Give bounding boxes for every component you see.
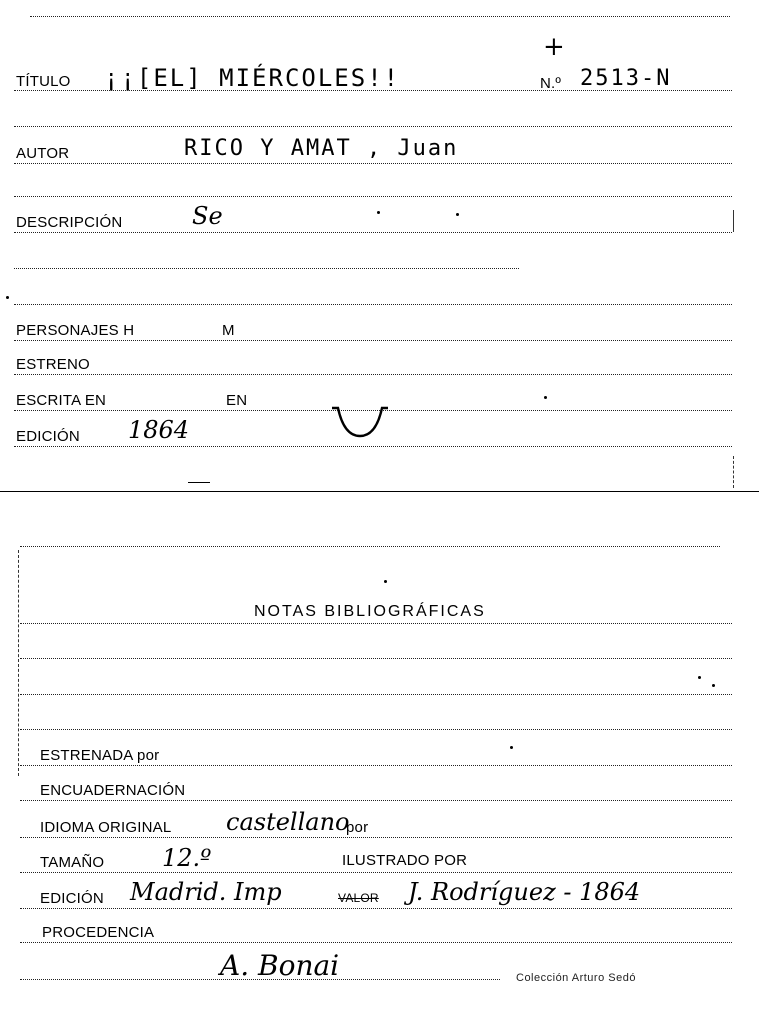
right-edge-dashes [733, 456, 734, 488]
estreno-label: ESTRENO [16, 356, 90, 373]
bottom-card [0, 540, 759, 1028]
blank-line-3 [14, 268, 519, 269]
idioma-label: IDIOMA ORIGINAL [40, 819, 172, 836]
collection-stamp: Colección Arturo Sedó [516, 972, 636, 984]
notas-line-3 [20, 694, 732, 695]
speck [698, 676, 701, 679]
idioma-line [20, 837, 732, 838]
tamano-value: 12.º [162, 844, 212, 872]
punch-notch [330, 404, 392, 444]
encuadernacion-label: ENCUADERNACIÓN [40, 782, 186, 799]
idioma-por-label: por [346, 819, 369, 836]
top-card-bottom-edge [0, 491, 759, 492]
procedencia-line-2 [20, 979, 500, 980]
encuadernacion-line [20, 800, 732, 801]
titulo-value: ¡¡[EL] MIÉRCOLES!! [104, 64, 401, 92]
right-edge-mark [733, 210, 734, 232]
speck [384, 580, 387, 583]
blank-line-4 [14, 304, 732, 305]
autor-line [14, 163, 732, 164]
procedencia-line [20, 942, 732, 943]
escrita-en-label: EN [226, 392, 248, 409]
edicion-value-b: J. Rodríguez - 1864 [408, 878, 641, 906]
personajes-m-label: M [222, 322, 235, 339]
edicion-label-bottom: EDICIÓN [40, 890, 104, 907]
speck [712, 684, 715, 687]
speck [456, 213, 459, 216]
ilustrado-label: ILUSTRADO POR [342, 852, 468, 869]
edicion-value-a: Madrid. Imp [130, 878, 282, 906]
autor-value: RICO Y AMAT , Juan [184, 136, 459, 161]
top-card [0, 0, 759, 492]
tick-mark [188, 482, 210, 483]
edicion-label: EDICIÓN [16, 428, 80, 445]
blank-line-2 [14, 196, 732, 197]
titulo-label: TÍTULO [16, 73, 71, 90]
estreno-line [14, 374, 732, 375]
personajes-line [14, 340, 732, 341]
descripcion-label: DESCRIPCIÓN [16, 214, 123, 231]
speck [6, 296, 9, 299]
descripcion-line [14, 232, 732, 233]
numero-value: 2513-N [580, 66, 672, 91]
estrenada-label: ESTRENADA por [40, 747, 160, 764]
notas-line-4 [20, 729, 732, 730]
descripcion-value: Se [192, 202, 223, 230]
speck [544, 396, 547, 399]
left-edge-dashes [18, 550, 19, 776]
estrenada-line [20, 765, 732, 766]
tamano-line [20, 872, 732, 873]
cross-mark: + [543, 32, 565, 62]
idioma-value: castellano [226, 808, 350, 836]
autor-label: AUTOR [16, 145, 70, 162]
edicion-struck-label: VALOR [338, 891, 379, 905]
edicion-line [14, 446, 732, 447]
notas-title: NOTAS BIBLIOGRÁFICAS [254, 603, 486, 620]
blank-line-1 [14, 126, 732, 127]
edicion-line-bottom [20, 908, 732, 909]
numero-label: N.º [540, 75, 562, 92]
tamano-label: TAMAÑO [40, 854, 105, 871]
escrita-label: ESCRITA EN [16, 392, 107, 409]
procedencia-value: A. Bonai [220, 949, 340, 982]
bottom-card-top-edge [20, 546, 720, 547]
notas-line-1 [20, 623, 732, 624]
edicion-value: 1864 [128, 416, 190, 444]
personajes-label: PERSONAJES H [16, 322, 135, 339]
titulo-line [14, 90, 732, 91]
top-edge-line [30, 16, 730, 17]
procedencia-label: PROCEDENCIA [42, 924, 155, 941]
speck [510, 746, 513, 749]
notas-line-2 [20, 658, 732, 659]
speck [377, 211, 380, 214]
